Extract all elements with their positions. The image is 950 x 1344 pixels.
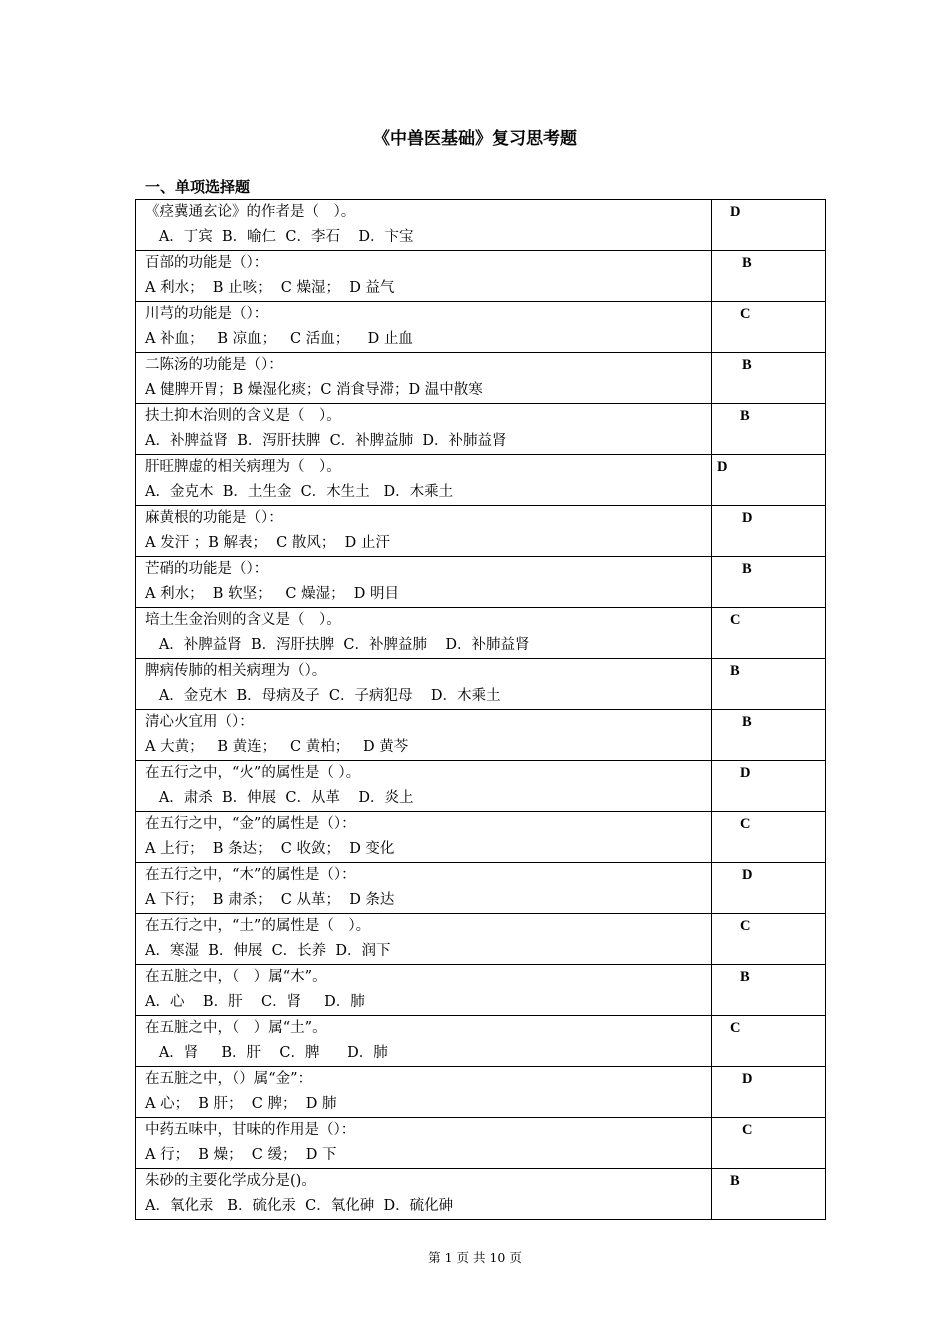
answer-letter: D	[742, 867, 753, 883]
question-cell	[136, 200, 712, 251]
question-text: 在五行之中，“火”的属性是（ ）。	[145, 765, 361, 781]
answer-cell	[712, 251, 826, 302]
answer-letter: B	[742, 714, 752, 730]
answer-cell	[712, 302, 826, 353]
question-options: A 下行； B 肃杀； C 从革； D 条达	[145, 892, 395, 908]
question-options: A．心 B．肝 C．肾 D．肺	[145, 994, 365, 1010]
question-cell	[136, 302, 712, 353]
question-cell	[136, 251, 712, 302]
question-options: A 上行； B 条达； C 收敛； D 变化	[145, 841, 395, 857]
answer-cell	[712, 761, 826, 812]
question-cell	[136, 965, 712, 1016]
question-cell	[136, 863, 712, 914]
question-options: A 心； B 肝； C 脾； D 肺	[145, 1096, 337, 1112]
question-row	[136, 251, 826, 302]
question-cell	[136, 608, 712, 659]
question-cell	[136, 1169, 712, 1220]
question-text: 朱砂的主要化学成分是()。	[145, 1173, 316, 1189]
question-options: A．肃杀 B．伸展 C．从革 D．炎上	[145, 790, 414, 806]
answer-cell	[712, 710, 826, 761]
answer-letter: B	[742, 561, 752, 577]
question-text: 麻黄根的功能是（）：	[145, 510, 283, 526]
answer-cell	[712, 965, 826, 1016]
question-text: 肝旺脾虚的相关病理为（ ）。	[145, 459, 341, 475]
question-row	[136, 455, 826, 506]
question-row	[136, 506, 826, 557]
answer-letter: C	[740, 918, 751, 934]
answer-cell	[712, 812, 826, 863]
question-row	[136, 353, 826, 404]
question-options: A．氧化汞 B．硫化汞 C．氧化砷 D．硫化砷	[145, 1198, 454, 1214]
question-text: 在五脏之中，（）属“金”：	[145, 1071, 313, 1087]
question-text: 在五脏之中，（ ）属“木”。	[145, 969, 327, 985]
answer-letter: D	[740, 765, 751, 781]
question-row	[136, 608, 826, 659]
question-row	[136, 761, 826, 812]
answer-cell	[712, 1118, 826, 1169]
answer-cell	[712, 1169, 826, 1220]
answer-letter: B	[730, 1173, 740, 1189]
question-options: A．补脾益肾 B．泻肝扶脾 C．补脾益肺 D．补肺益肾	[145, 637, 530, 653]
answer-letter: B	[742, 357, 752, 373]
question-cell	[136, 506, 712, 557]
document-title: 《中兽医基础》复习思考题	[373, 129, 577, 149]
question-text: 百部的功能是（）：	[145, 255, 269, 271]
question-options: A 大黄； B 黄连； C 黄柏； D 黄芩	[145, 739, 409, 755]
question-row	[136, 812, 826, 863]
question-row	[136, 965, 826, 1016]
answer-letter: B	[742, 255, 752, 271]
question-text: 川芎的功能是（）：	[145, 306, 269, 322]
question-text: 中药五味中，甘味的作用是（）：	[145, 1122, 356, 1138]
answer-letter: C	[742, 1122, 753, 1138]
question-options: A 发汗 ；B 解表； C 散风； D 止汗	[145, 535, 390, 551]
question-options: A．补脾益肾 B．泻肝扶脾 C．补脾益肺 D．补肺益肾	[145, 433, 507, 449]
answer-cell	[712, 404, 826, 455]
question-row	[136, 1067, 826, 1118]
answer-cell	[712, 1016, 826, 1067]
question-options: A 利水； B 软坚； C 燥湿； D 明目	[145, 586, 400, 602]
question-cell	[136, 557, 712, 608]
answer-cell	[712, 557, 826, 608]
question-text: 清心火宜用（）：	[145, 714, 254, 730]
question-cell	[136, 455, 712, 506]
question-options: A 行； B 燥； C 缓； D 下	[145, 1147, 337, 1163]
question-row	[136, 863, 826, 914]
question-cell	[136, 1067, 712, 1118]
question-options: A 利水； B 止咳； C 燥湿； D 益气	[145, 280, 395, 296]
question-cell	[136, 914, 712, 965]
question-row	[136, 1118, 826, 1169]
answer-letter: C	[730, 1020, 741, 1036]
answer-letter: D	[730, 204, 741, 220]
answer-letter: B	[740, 969, 750, 985]
answer-cell	[712, 914, 826, 965]
question-row	[136, 1016, 826, 1067]
question-options: A．金克木 B．母病及子 C．子病犯母 D．木乘土	[145, 688, 501, 704]
question-row	[136, 302, 826, 353]
answer-letter: D	[742, 510, 753, 526]
question-text: 在五行之中，“土”的属性是（ ）。	[145, 918, 371, 934]
question-cell	[136, 659, 712, 710]
question-text: 二陈汤的功能是（）：	[145, 357, 283, 373]
answer-cell	[712, 353, 826, 404]
section-heading: 一、单项选择题	[145, 178, 251, 196]
question-row	[136, 404, 826, 455]
answer-cell	[712, 200, 826, 251]
question-row	[136, 914, 826, 965]
question-options: A．丁宾 B．喻仁 C．李石 D．卞宝	[145, 229, 414, 245]
answer-cell	[712, 455, 826, 506]
question-row	[136, 200, 826, 251]
question-options: A．金克木 B．土生金 C．木生土 D．木乘土	[145, 484, 454, 500]
answer-letter: C	[740, 306, 751, 322]
answer-letter: C	[740, 816, 751, 832]
question-row	[136, 710, 826, 761]
answer-letter: D	[717, 459, 728, 475]
question-cell	[136, 404, 712, 455]
question-row	[136, 557, 826, 608]
question-row	[136, 1169, 826, 1220]
page-footer: 第 1 页 共 10 页	[428, 1250, 522, 1265]
answer-letter: D	[742, 1071, 753, 1087]
question-text: 脾病传肺的相关病理为（）。	[145, 663, 327, 679]
question-options: A．肾 B．肝 C．脾 D．肺	[145, 1045, 388, 1061]
question-table	[135, 199, 826, 1220]
question-options: A．寒湿 B．伸展 C．长养 D．润下	[145, 943, 391, 959]
answer-letter: B	[730, 663, 740, 679]
question-text: 培土生金治则的含义是（ ）。	[145, 612, 341, 628]
question-text: 《痉冀通玄论》的作者是（ ）。	[145, 204, 356, 220]
question-cell	[136, 1016, 712, 1067]
question-options: A 补血； B 凉血； C 活血； D 止血	[145, 331, 413, 347]
answer-cell	[712, 863, 826, 914]
question-cell	[136, 353, 712, 404]
question-text: 扶土抑木治则的含义是（ ）。	[145, 408, 341, 424]
answer-cell	[712, 608, 826, 659]
question-cell	[136, 710, 712, 761]
answer-cell	[712, 506, 826, 557]
answer-cell	[712, 659, 826, 710]
question-row	[136, 659, 826, 710]
question-text: 芒硝的功能是（）：	[145, 561, 269, 577]
question-cell	[136, 761, 712, 812]
question-text: 在五行之中，“木”的属性是（）：	[145, 867, 356, 883]
question-cell	[136, 1118, 712, 1169]
question-text: 在五脏之中，（ ）属“土”。	[145, 1020, 327, 1036]
answer-cell	[712, 1067, 826, 1118]
question-options: A 健脾开胃；B 燥湿化痰；C 消食导滞；D 温中散寒	[145, 382, 483, 398]
answer-letter: C	[730, 612, 741, 628]
answer-letter: B	[740, 408, 750, 424]
question-cell	[136, 812, 712, 863]
question-text: 在五行之中，“金”的属性是（）：	[145, 816, 356, 832]
